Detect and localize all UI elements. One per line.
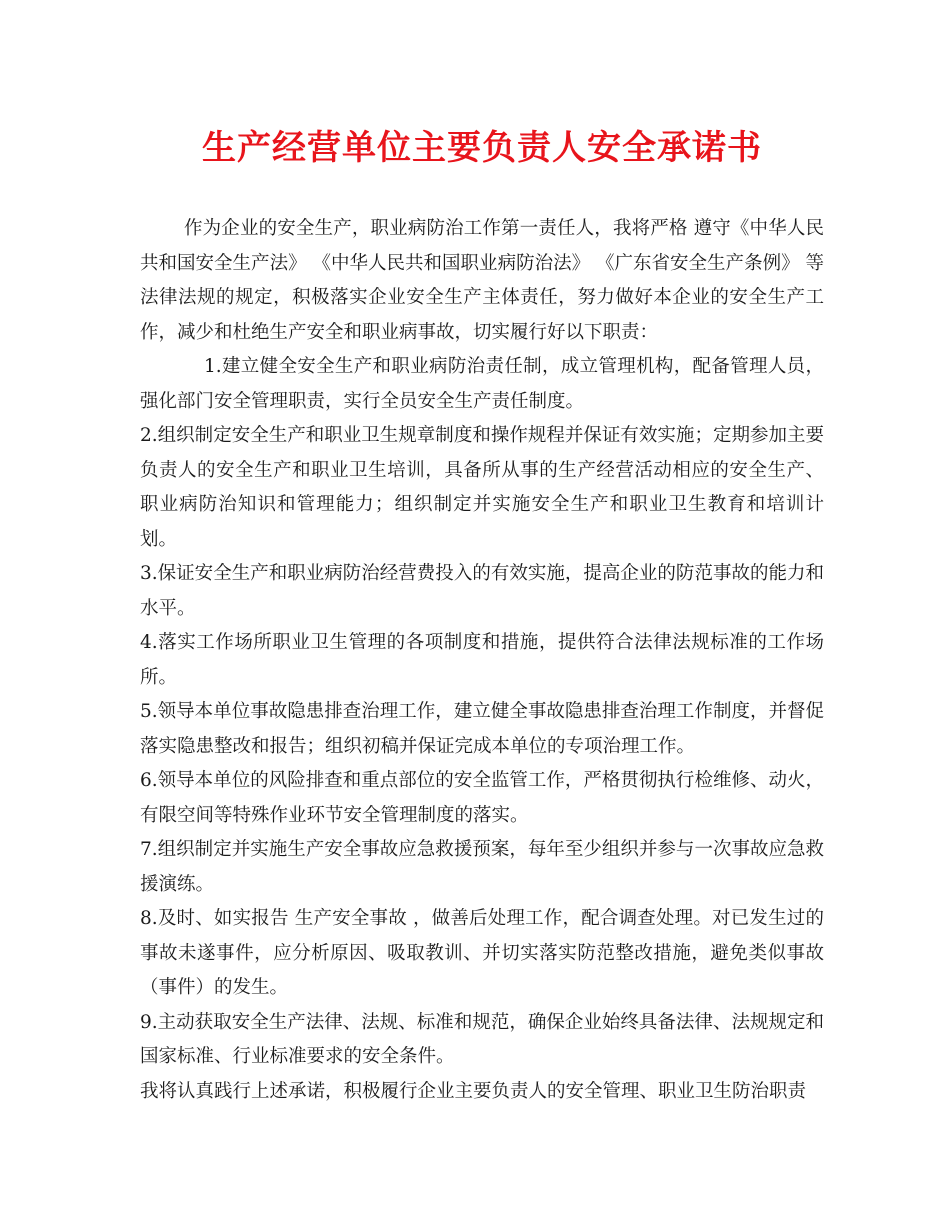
list-item: 4.落实工作场所职业卫生管理的各项制度和措施，提供符合法律法规标准的工作场所。: [140, 632, 824, 688]
document-page: [140, 118, 824, 1109]
list-item: 7.组织制定并实施生产安全事故应急救援预案，每年至少组织并参与一次事故应急救援演练。: [140, 839, 824, 895]
document-title: 生产经营单位主要负责人安全承诺书: [202, 128, 762, 168]
list-item: 8.及时、如实报告 生产安全事故 ，做善后处理工作，配合调查处理。对已发生过的事故未遂事件，应分析原因、吸取教训、并切实落实防范整改措施，避免类似事故（事件）的发生。: [140, 908, 824, 998]
list-item: 1.建立健全安全生产和职业病防治责任制，成立管理机构，配备管理人员，强化部门安全管理职责，实行全员安全生产责任制度。: [140, 356, 824, 412]
list-item: 9.主动获取安全生产法律、法规、标准和规范，确保企业始终具备法律、法规规定和国家标准、行业标准要求的安全条件。: [140, 1011, 824, 1067]
document-body: [140, 212, 824, 1109]
closing-paragraph: 我将认真践行上述承诺，积极履行企业主要负责人的安全管理、职业卫生防治职责: [140, 1080, 807, 1102]
list-item: 5.领导本单位事故隐患排查治理工作，建立健全事故隐患排查治理工作制度，并督促落实隐患整改和报告；组织初稿并保证完成本单位的专项治理工作。: [140, 701, 824, 757]
intro-paragraph: 作为企业的安全生产，职业病防治工作第一责任人，我将严格 遵守《中华人民共和国安全生产法》 《中华人民共和国职业病防治法》 《广东省安全生产条例》 等法律法规的规定，积极落实企业安全生产主体责任，努力做好本企业的安全生产工作，减少和杜绝生产安全和职业病事故，切实履行好以下职责：: [140, 218, 824, 343]
list-item: 6.领导本单位的风险排查和重点部位的安全监管工作，严格贯彻执行检维修、动火，有限空间等特殊作业环节安全管理制度的落实。: [140, 770, 824, 826]
list-item: 2.组织制定安全生产和职业卫生规章制度和操作规程并保证有效实施；定期参加主要负责人的安全生产和职业卫生培训，具备所从事的生产经营活动相应的安全生产、职业病防治知识和管理能力；组织制定并实施安全生产和职业卫生教育和培训计划。: [140, 425, 824, 550]
list-item: 3.保证安全生产和职业病防治经营费投入的有效实施，提高企业的防范事故的能力和水平。: [140, 563, 824, 619]
